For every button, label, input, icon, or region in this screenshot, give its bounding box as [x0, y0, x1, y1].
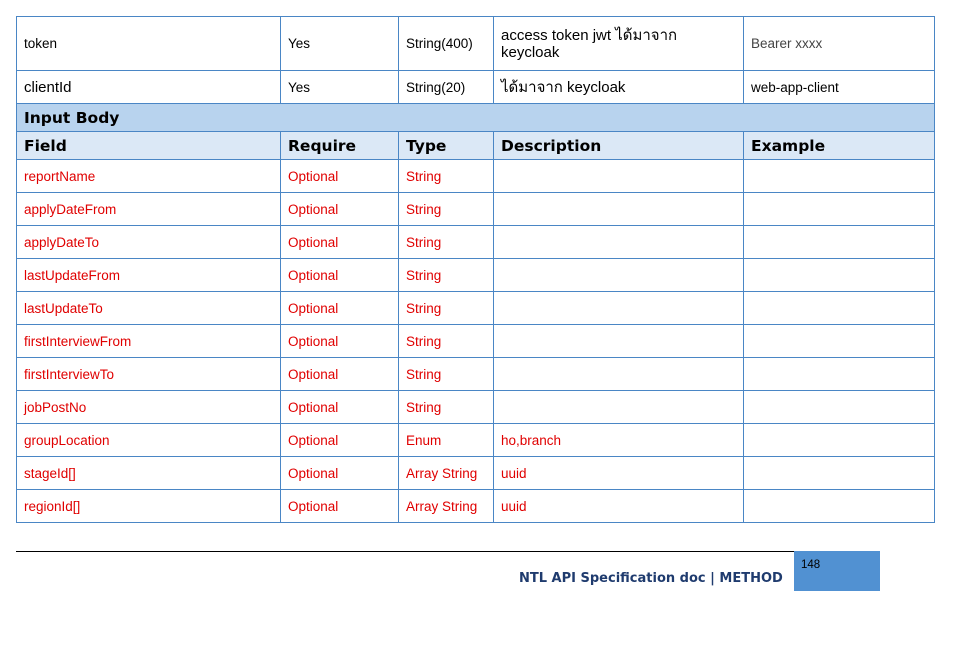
field-cell: groupLocation: [17, 424, 281, 457]
table-row: [17, 391, 935, 424]
table-row: [17, 17, 935, 71]
example-cell: [744, 292, 935, 325]
column-header-description: Description: [494, 132, 744, 160]
description-cell: [494, 160, 744, 193]
description-cell: [494, 226, 744, 259]
type-cell: Array String: [399, 490, 494, 523]
table-row: [17, 457, 935, 490]
require-cell: Optional: [281, 292, 399, 325]
footer-divider: [16, 551, 794, 552]
example-cell: Bearer xxxx: [744, 17, 935, 71]
field-cell: token: [17, 17, 281, 71]
table-row: [17, 292, 935, 325]
type-cell: String: [399, 259, 494, 292]
example-cell: web-app-client: [744, 71, 935, 104]
description-cell: access token jwt ได้มาจาก keycloak: [494, 17, 744, 71]
require-cell: Optional: [281, 325, 399, 358]
example-cell: [744, 259, 935, 292]
description-cell: [494, 193, 744, 226]
type-cell: String: [399, 160, 494, 193]
field-cell: clientId: [17, 71, 281, 104]
description-cell: [494, 325, 744, 358]
description-cell: uuid: [494, 457, 744, 490]
column-header-example: Example: [744, 132, 935, 160]
field-cell: jobPostNo: [17, 391, 281, 424]
input-body-rows: [17, 160, 935, 523]
table-row: [17, 226, 935, 259]
require-cell: Optional: [281, 457, 399, 490]
require-cell: Optional: [281, 424, 399, 457]
type-cell: String: [399, 325, 494, 358]
require-cell: Yes: [281, 17, 399, 71]
description-cell: [494, 292, 744, 325]
column-header-field: Field: [17, 132, 281, 160]
table-row: [17, 424, 935, 457]
table-row: [17, 193, 935, 226]
type-cell: Array String: [399, 457, 494, 490]
description-cell: ได้มาจาก keycloak: [494, 71, 744, 104]
require-cell: Optional: [281, 193, 399, 226]
field-cell: regionId[]: [17, 490, 281, 523]
section-header-row: [17, 104, 935, 132]
column-header-type: Type: [399, 132, 494, 160]
example-cell: [744, 160, 935, 193]
example-cell: [744, 193, 935, 226]
require-cell: Optional: [281, 358, 399, 391]
example-cell: [744, 424, 935, 457]
example-cell: [744, 391, 935, 424]
api-spec-table: [16, 16, 935, 523]
page-number-box: [794, 551, 880, 591]
type-cell: Enum: [399, 424, 494, 457]
field-cell: firstInterviewTo: [17, 358, 281, 391]
column-header-row: [17, 132, 935, 160]
page-number: 148: [801, 559, 821, 571]
type-cell: String(20): [399, 71, 494, 104]
footer-title: NTL API Specification doc | METHOD: [519, 571, 783, 586]
description-cell: [494, 391, 744, 424]
description-cell: [494, 259, 744, 292]
require-cell: Yes: [281, 71, 399, 104]
section-title: Input Body: [17, 104, 935, 132]
table-row: [17, 358, 935, 391]
field-cell: applyDateFrom: [17, 193, 281, 226]
table-row: [17, 259, 935, 292]
field-cell: lastUpdateTo: [17, 292, 281, 325]
field-cell: applyDateTo: [17, 226, 281, 259]
table-row: [17, 325, 935, 358]
table-row: [17, 490, 935, 523]
example-cell: [744, 325, 935, 358]
table-row: [17, 71, 935, 104]
type-cell: String: [399, 193, 494, 226]
type-cell: String: [399, 226, 494, 259]
example-cell: [744, 358, 935, 391]
type-cell: String: [399, 292, 494, 325]
description-cell: [494, 358, 744, 391]
field-cell: firstInterviewFrom: [17, 325, 281, 358]
field-cell: stageId[]: [17, 457, 281, 490]
require-cell: Optional: [281, 490, 399, 523]
require-cell: Optional: [281, 160, 399, 193]
type-cell: String(400): [399, 17, 494, 71]
description-cell: ho,branch: [494, 424, 744, 457]
field-cell: lastUpdateFrom: [17, 259, 281, 292]
require-cell: Optional: [281, 391, 399, 424]
example-cell: [744, 226, 935, 259]
field-cell: reportName: [17, 160, 281, 193]
column-header-require: Require: [281, 132, 399, 160]
require-cell: Optional: [281, 259, 399, 292]
example-cell: [744, 490, 935, 523]
table-row: [17, 160, 935, 193]
type-cell: String: [399, 358, 494, 391]
description-cell: uuid: [494, 490, 744, 523]
example-cell: [744, 457, 935, 490]
type-cell: String: [399, 391, 494, 424]
require-cell: Optional: [281, 226, 399, 259]
